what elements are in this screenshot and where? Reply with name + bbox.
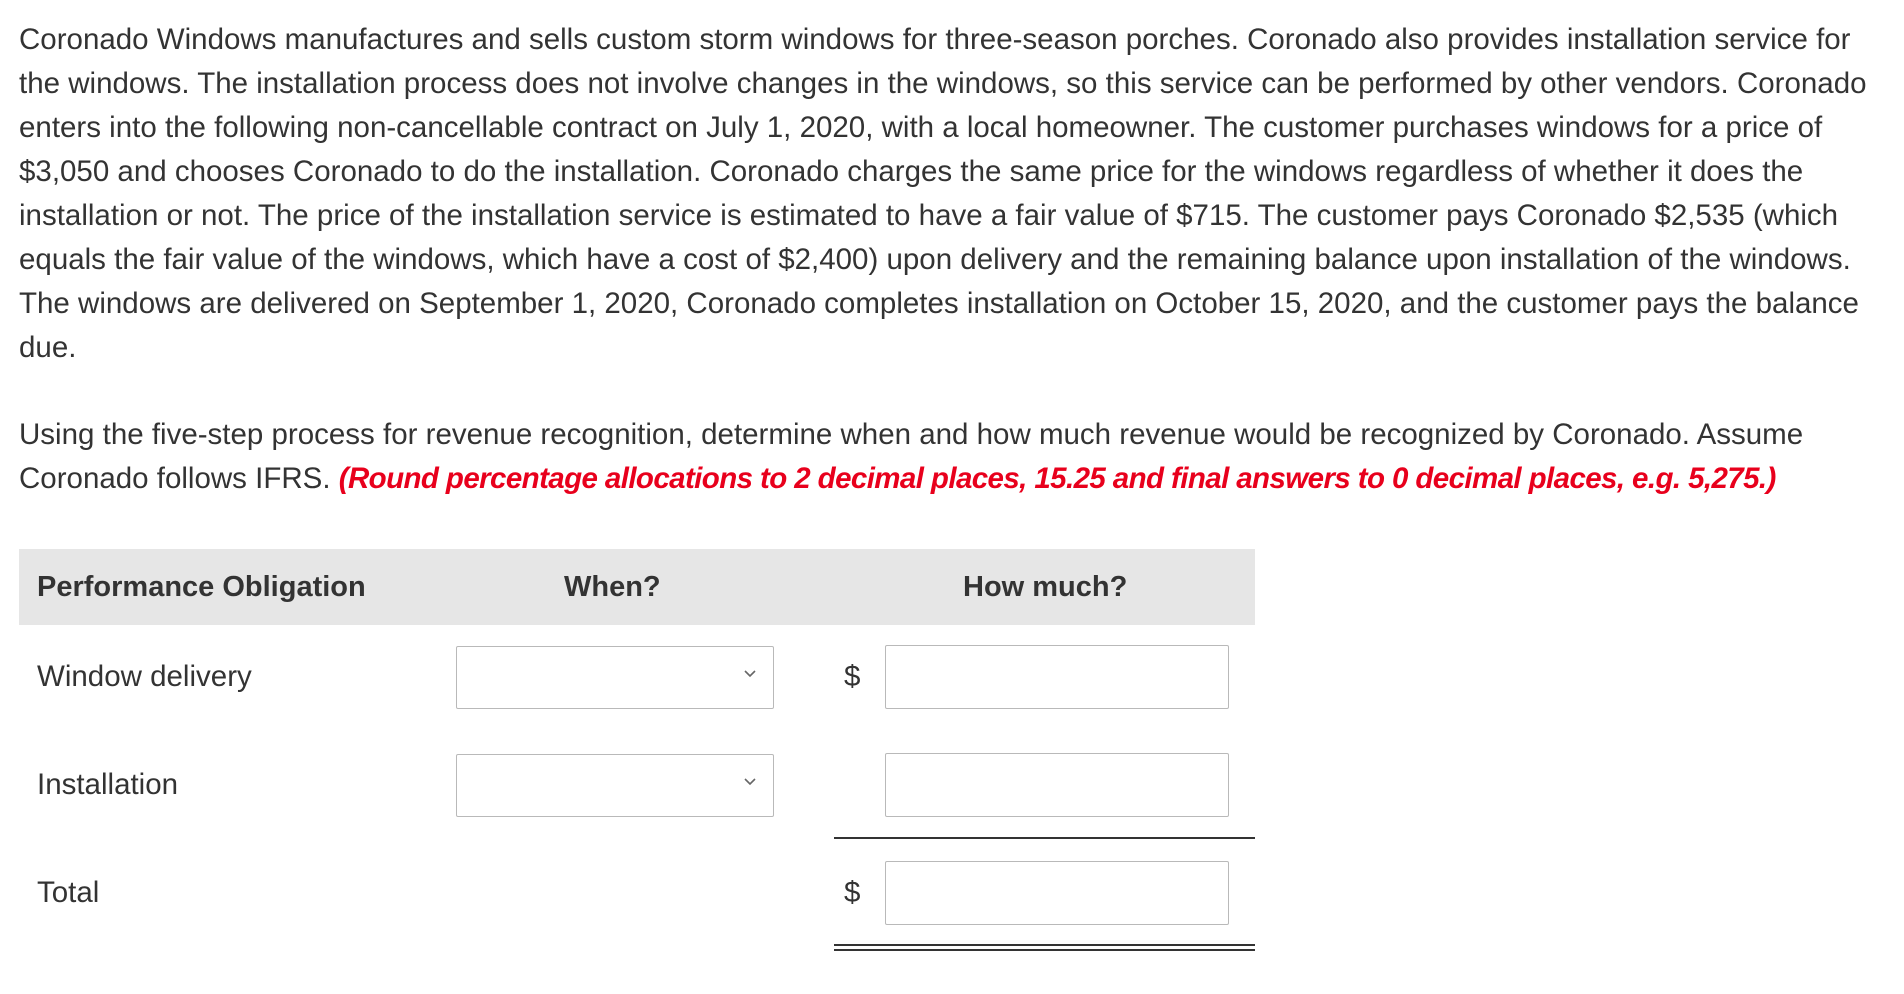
table-header [19,549,1255,625]
rounding-note: (Round percentage allocations to 2 decimal places, 15.25 and final answers to 0 decimal places, e.g. 5,275.) [338,462,1776,495]
amount-input-installation[interactable] [885,753,1229,817]
header-how-much: How much? [963,571,1128,603]
chevron-down-icon [741,664,759,682]
row-label-total: Total [37,876,100,909]
instruction-paragraph [19,413,1879,501]
total-double-rule-bottom [834,949,1255,951]
when-select-installation[interactable] [456,754,774,817]
row-label-installation: Installation [37,768,179,801]
amount-input-total[interactable] [885,861,1229,925]
chevron-down-icon [741,772,759,790]
header-performance-obligation: Performance Obligation [37,571,366,603]
performance-obligation-table [19,549,1255,969]
instruction-text: Using the five-step process for revenue recognition, determine when and how much revenue would be recognized by Coronado. Assume Coronado follows IFRS. [19,418,1804,495]
row-label-window-delivery: Window delivery [37,660,252,693]
currency-symbol: $ [844,876,861,909]
question-content [19,18,1879,501]
header-when: When? [564,571,661,603]
amount-input-window-delivery[interactable] [885,645,1229,709]
problem-paragraph: Coronado Windows manufactures and sells custom storm windows for three-season porches. Coronado also provides installation service for the windows. The installation process does not involve changes in the windows, so this service can be performed by other vendors. Coronado enters into the following non-cancellable contract on July 1, 2020, with a local homeowner. The customer purchases windows for a price of $3,050 and chooses Coronado to do the installation. Coronado charges the same price for the windows regardless of whether it does the installation or not. The price of the installation service is estimated to have a fair value of $715. The customer pays Coronado $2,535 (which equals the fair value of the windows, which have a cost of $2,400) upon delivery and the remaining balance upon installation of the windows. The windows are delivered on September 1, 2020, Coronado completes installation on October 15, 2020, and the customer pays the balance due. [19,23,1867,364]
subtotal-rule [834,837,1255,839]
currency-symbol: $ [844,660,861,693]
when-select-window-delivery[interactable] [456,646,774,709]
total-double-rule-top [834,944,1255,946]
